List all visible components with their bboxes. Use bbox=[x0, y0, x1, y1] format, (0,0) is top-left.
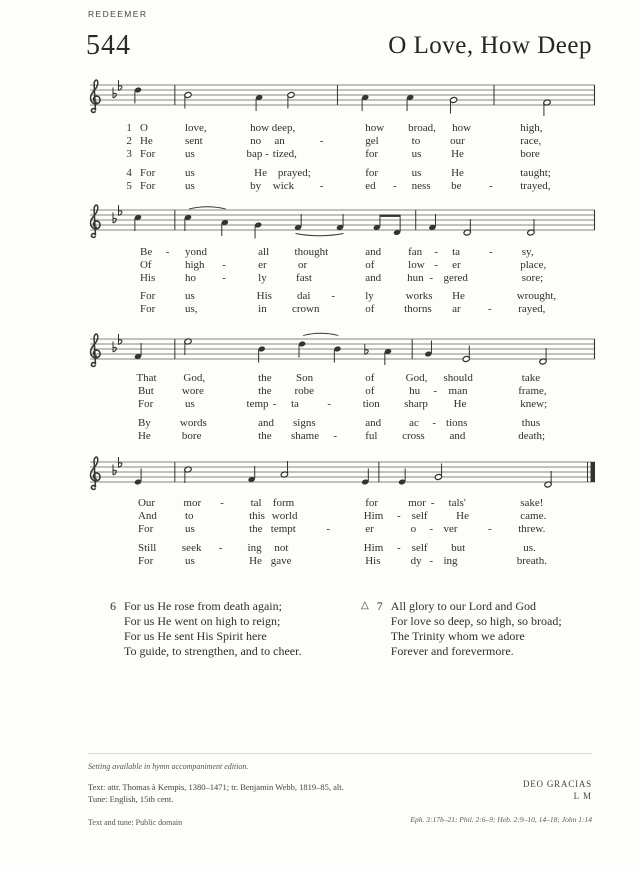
lyric-word: - bbox=[393, 180, 397, 192]
lyric-word: bap bbox=[246, 148, 263, 160]
lyric-word: ed bbox=[365, 180, 376, 192]
lyric-word: ly bbox=[365, 290, 374, 302]
tune-name: DEO GRACIAS bbox=[522, 779, 592, 789]
lyric-word: ar bbox=[452, 303, 461, 315]
lyric-word: and bbox=[365, 417, 382, 429]
lyric-word: For bbox=[137, 555, 154, 567]
lyric-word: fan bbox=[408, 246, 423, 258]
lyric-word: - bbox=[429, 555, 434, 567]
lyric-word: for bbox=[365, 497, 379, 509]
lyric-word: thorns bbox=[404, 303, 432, 315]
lyric-word: er bbox=[258, 259, 267, 271]
lyric-word: this bbox=[249, 510, 265, 522]
lyric-word: high, bbox=[520, 122, 543, 134]
lyric-word: and bbox=[365, 272, 382, 284]
lyric-word: ness bbox=[411, 180, 431, 192]
lyric-word: tized, bbox=[272, 148, 297, 160]
lyric-word: 1 bbox=[126, 122, 132, 134]
lyric-word: an bbox=[274, 135, 285, 147]
lyric-word: ta bbox=[452, 246, 461, 258]
lyric-word: His bbox=[365, 555, 381, 567]
lyric-word: - bbox=[319, 180, 324, 192]
lyric-word: Him bbox=[363, 542, 384, 554]
lyric-word: For bbox=[139, 148, 156, 160]
lyric-word: wore bbox=[181, 385, 204, 397]
lyric-word: low bbox=[408, 259, 425, 271]
lyric-word: He bbox=[453, 398, 467, 410]
lyric-word: For bbox=[139, 303, 156, 315]
lyric-word: wrought, bbox=[516, 290, 557, 302]
lyric-word: and bbox=[258, 417, 275, 429]
lyric-word: 3 bbox=[126, 148, 132, 160]
lyric-word: - bbox=[333, 430, 338, 442]
lyric-word: cross bbox=[402, 430, 425, 442]
lyric-word: sy, bbox=[521, 246, 534, 258]
lyric-word: His bbox=[256, 290, 272, 302]
lyric-word: yond bbox=[184, 246, 207, 258]
lyric-word: - bbox=[429, 272, 434, 284]
lyric-word: trayed, bbox=[520, 180, 551, 192]
lyric-word: He bbox=[137, 430, 151, 442]
verse-line: To guide, to strengthen, and to cheer. bbox=[124, 644, 302, 658]
lyric-word: ta bbox=[290, 398, 299, 410]
lyric-word: - bbox=[433, 385, 438, 397]
lyric-word: but bbox=[451, 542, 466, 554]
lyric-word: to bbox=[411, 135, 421, 147]
lyric-word: us. bbox=[523, 542, 536, 554]
lyric-word: self bbox=[411, 510, 428, 522]
tune-attribution: Tune: English, 15th cent. bbox=[88, 794, 174, 804]
stanza-triangle-marker: △ bbox=[361, 600, 369, 611]
lyric-word: gave bbox=[270, 555, 292, 567]
lyric-word: gel bbox=[365, 135, 379, 147]
verse-line: Forever and forevermore. bbox=[390, 644, 514, 658]
lyric-word: - bbox=[326, 523, 330, 535]
lyric-word: robe bbox=[294, 385, 315, 397]
lyric-word: O bbox=[139, 122, 148, 134]
lyric-word: ing bbox=[247, 542, 262, 554]
lyric-word: That bbox=[136, 372, 157, 384]
lyric-word: no bbox=[250, 135, 262, 147]
lyric-word: - bbox=[272, 398, 277, 410]
lyric-word: He bbox=[139, 135, 153, 147]
lyric-word: hun bbox=[407, 272, 424, 284]
meter: L M bbox=[573, 791, 592, 801]
lyric-word: us bbox=[184, 523, 195, 535]
lyric-word: tempt bbox=[270, 523, 296, 535]
lyric-word: ac bbox=[409, 417, 419, 429]
lyric-word: how bbox=[365, 122, 385, 134]
lyric-word: - bbox=[488, 246, 493, 258]
lyric-word: God, bbox=[183, 372, 206, 384]
lyric-word: sake! bbox=[520, 497, 544, 509]
lyric-word: crown bbox=[292, 303, 320, 315]
verse-line: For us He sent His Spirit here bbox=[124, 629, 267, 643]
lyric-word: broad, bbox=[408, 122, 436, 134]
lyric-word: thought bbox=[294, 246, 329, 258]
lyric-word: He bbox=[451, 148, 464, 160]
hymn-category: REDEEMER bbox=[88, 9, 148, 19]
lyric-word: ho bbox=[184, 272, 196, 284]
lyric-word: - bbox=[222, 272, 226, 284]
lyric-word: o bbox=[410, 523, 417, 535]
lyric-word: us bbox=[411, 167, 422, 179]
setting-note: Setting available in hymn accompaniment edition. bbox=[88, 762, 249, 771]
lyric-word: us bbox=[184, 398, 195, 410]
lyric-word: ver bbox=[443, 523, 458, 535]
lyric-word: - bbox=[222, 259, 226, 271]
lyric-word: words bbox=[179, 417, 207, 429]
lyric-word: fast bbox=[296, 272, 312, 284]
lyric-word: us bbox=[184, 290, 195, 302]
lyric-word: For bbox=[139, 290, 156, 302]
lyric-word: thus bbox=[521, 417, 541, 429]
lyric-word: tal bbox=[250, 497, 262, 509]
lyric-word: the bbox=[258, 385, 272, 397]
lyric-word: 5 bbox=[126, 180, 132, 192]
lyric-word: form bbox=[272, 497, 295, 509]
lyric-word: - bbox=[220, 497, 224, 509]
lyric-word: ful bbox=[365, 430, 378, 442]
lyric-word: tals' bbox=[448, 497, 466, 509]
lyric-word: place, bbox=[520, 259, 547, 271]
lyric-word: all bbox=[258, 246, 270, 258]
lyric-word: 2 bbox=[126, 135, 132, 147]
lyric-word: - bbox=[432, 417, 437, 429]
lyric-word: deep, bbox=[271, 122, 296, 134]
lyric-word: frame, bbox=[518, 385, 547, 397]
lyric-word: love, bbox=[184, 122, 207, 134]
lyric-word: how bbox=[452, 122, 472, 134]
verse-7-number: 7 bbox=[376, 599, 383, 613]
lyric-word: and bbox=[449, 430, 466, 442]
lyric-word: He bbox=[249, 555, 262, 567]
lyric-word: of bbox=[365, 303, 375, 315]
lyric-word: of bbox=[365, 372, 375, 384]
lyric-word: high bbox=[184, 259, 205, 271]
lyric-word: how bbox=[250, 122, 270, 134]
lyric-word: for bbox=[365, 148, 379, 160]
lyric-word: gered bbox=[443, 272, 468, 284]
lyric-word: - bbox=[429, 523, 434, 535]
lyric-word: us bbox=[411, 148, 422, 160]
lyric-word: ly bbox=[258, 272, 267, 284]
copyright-note: Text and tune: Public domain bbox=[88, 818, 183, 827]
lyric-word: us bbox=[184, 148, 195, 160]
lyric-word: er bbox=[365, 523, 374, 535]
lyric-word: ing bbox=[443, 555, 458, 567]
lyric-word: take bbox=[521, 372, 541, 384]
lyric-word: - bbox=[487, 303, 492, 315]
lyric-word: of bbox=[365, 385, 375, 397]
lyric-word: - bbox=[327, 398, 332, 410]
lyric-word: Be bbox=[139, 246, 153, 258]
lyric-word: came. bbox=[520, 510, 547, 522]
lyric-word: the bbox=[249, 523, 263, 535]
lyric-word: not bbox=[274, 542, 289, 554]
verse-6-number: 6 bbox=[110, 599, 116, 613]
lyric-word: us bbox=[184, 167, 195, 179]
lyric-word: seek bbox=[181, 542, 202, 554]
lyric-word: our bbox=[450, 135, 465, 147]
lyric-word: Still bbox=[137, 542, 157, 554]
lyric-word: Our bbox=[137, 497, 156, 509]
lyric-word: Him bbox=[363, 510, 384, 522]
lyric-word: His bbox=[139, 272, 156, 284]
footer-divider bbox=[88, 753, 592, 754]
lyric-word: - bbox=[397, 510, 401, 522]
verse-line: For love so deep, so high, so broad; bbox=[390, 614, 562, 628]
lyric-word: signs bbox=[293, 417, 316, 429]
lyric-word: man bbox=[448, 385, 468, 397]
lyric-word: For bbox=[139, 167, 156, 179]
lyric-word: us bbox=[184, 555, 195, 567]
lyric-word: He bbox=[254, 167, 267, 179]
lyric-word: in bbox=[258, 303, 267, 315]
lyric-word: And bbox=[137, 510, 157, 522]
lyric-word: - bbox=[218, 542, 223, 554]
verse-6-block bbox=[110, 599, 301, 659]
lyric-word: works bbox=[405, 290, 433, 302]
lyric-word: Son bbox=[296, 372, 314, 384]
lyric-word: should bbox=[443, 372, 473, 384]
lyric-word: dai bbox=[297, 290, 311, 302]
lyric-word: death; bbox=[518, 430, 546, 442]
lyric-word: bore bbox=[520, 148, 540, 160]
lyric-word: shame bbox=[290, 430, 320, 442]
lyric-word: For bbox=[137, 523, 154, 535]
lyric-word: For bbox=[137, 398, 154, 410]
lyric-word: 4 bbox=[126, 167, 132, 179]
lyric-word: world bbox=[271, 510, 298, 522]
hymn-number: 544 bbox=[86, 30, 131, 61]
lyric-word: us, bbox=[184, 303, 198, 315]
lyric-word: threw. bbox=[518, 523, 546, 535]
lyric-word: for bbox=[365, 167, 379, 179]
lyric-word: tion bbox=[362, 398, 380, 410]
lyric-word: - bbox=[488, 180, 493, 192]
scripture-references: Eph. 3:17b–21; Phil. 2:6–9; Heb. 2:9–10, 14–18; John 1:14 bbox=[410, 815, 592, 824]
lyric-word: or bbox=[298, 259, 308, 271]
lyric-word: rayed, bbox=[518, 303, 546, 315]
lyric-word: Of bbox=[139, 259, 152, 271]
lyric-word: But bbox=[137, 385, 154, 397]
lyric-word: tions bbox=[446, 417, 468, 429]
lyric-word: self bbox=[411, 542, 428, 554]
lyric-word: - bbox=[487, 523, 492, 535]
lyric-word: dy bbox=[410, 555, 422, 567]
lyric-word: - bbox=[434, 259, 439, 271]
lyric-word: - bbox=[265, 148, 269, 160]
lyric-word: He bbox=[456, 510, 469, 522]
lyric-word: to bbox=[184, 510, 194, 522]
lyric-word: be bbox=[451, 180, 462, 192]
lyric-word: - bbox=[434, 246, 439, 258]
lyric-word: For bbox=[139, 180, 156, 192]
lyric-word: hu bbox=[409, 385, 421, 397]
lyric-word: By bbox=[137, 417, 151, 429]
lyric-word: the bbox=[258, 430, 272, 442]
lyric-word: He bbox=[452, 290, 465, 302]
text-attribution: Text: attr. Thomas à Kempis, 1380–1471; tr. Benjamin Webb, 1819–85, alt. bbox=[88, 782, 344, 792]
lyric-word: the bbox=[258, 372, 272, 384]
lyric-word: sore; bbox=[521, 272, 544, 284]
verse-line: All glory to our Lord and God bbox=[390, 599, 537, 613]
lyric-word: mor bbox=[183, 497, 202, 509]
hymn-title: O Love, How Deep bbox=[388, 32, 592, 59]
verse-line: The Trinity whom we adore bbox=[390, 629, 525, 643]
lyric-word: sent bbox=[184, 135, 203, 147]
lyric-word: of bbox=[365, 259, 375, 271]
verse-7-block bbox=[361, 599, 562, 659]
lyric-word: knew; bbox=[520, 398, 548, 410]
lyric-word: er bbox=[452, 259, 461, 271]
lyric-word: - bbox=[430, 497, 435, 509]
lyric-word: - bbox=[319, 135, 324, 147]
lyric-word: prayed; bbox=[277, 167, 311, 179]
verse-7-lines bbox=[391, 599, 562, 659]
lyric-word: us bbox=[184, 180, 195, 192]
lyric-word: sharp bbox=[404, 398, 428, 410]
lyric-word: temp bbox=[246, 398, 269, 410]
lyric-word: taught; bbox=[520, 167, 551, 179]
lyric-word: God, bbox=[405, 372, 428, 384]
lyric-word: He bbox=[451, 167, 464, 179]
lyric-word: wick bbox=[272, 180, 295, 192]
lyric-word: breath. bbox=[516, 555, 547, 567]
lyric-word: bore bbox=[181, 430, 202, 442]
lyric-word: mor bbox=[408, 497, 426, 509]
lyric-word: and bbox=[365, 246, 382, 258]
verse-line: For us He went on high to reign; bbox=[124, 614, 281, 628]
verse-line: For us He rose from death again; bbox=[124, 599, 282, 613]
lyric-word: - bbox=[331, 290, 336, 302]
lyric-word: - bbox=[165, 246, 170, 258]
lyric-word: - bbox=[397, 542, 401, 554]
lyric-word: by bbox=[250, 180, 262, 192]
verse-6-lines bbox=[124, 599, 301, 659]
lyric-word: race, bbox=[520, 135, 542, 147]
